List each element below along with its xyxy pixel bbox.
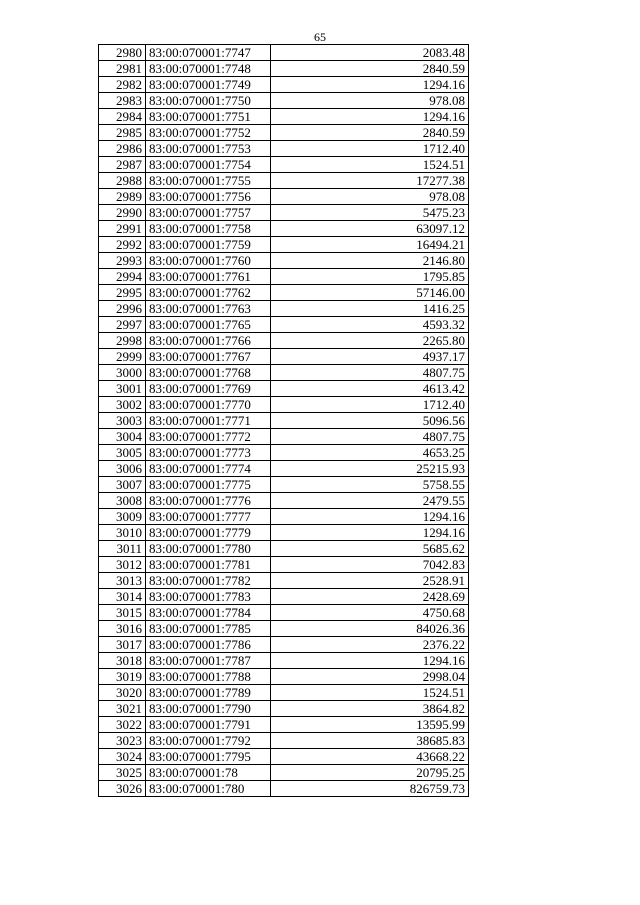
table-row <box>99 109 469 125</box>
cadastral-number-cell: 83:00:070001:7772 <box>146 429 271 445</box>
cadastral-number-cell: 83:00:070001:7783 <box>146 589 271 605</box>
value-cell: 57146.00 <box>271 285 469 301</box>
row-number-cell: 2985 <box>99 125 146 141</box>
table-row <box>99 301 469 317</box>
row-number-cell: 3016 <box>99 621 146 637</box>
cadastral-number-cell: 83:00:070001:7755 <box>146 173 271 189</box>
row-number-cell: 3005 <box>99 445 146 461</box>
value-cell: 2083.48 <box>271 45 469 61</box>
cadastral-number-cell: 83:00:070001:7747 <box>146 45 271 61</box>
row-number-cell: 2990 <box>99 205 146 221</box>
cadastral-value-table <box>98 44 469 797</box>
row-number-cell: 2989 <box>99 189 146 205</box>
cadastral-number-cell: 83:00:070001:7785 <box>146 621 271 637</box>
value-cell: 4807.75 <box>271 365 469 381</box>
row-number-cell: 3007 <box>99 477 146 493</box>
value-cell: 826759.73 <box>271 781 469 797</box>
row-number-cell: 3006 <box>99 461 146 477</box>
row-number-cell: 2999 <box>99 349 146 365</box>
cadastral-number-cell: 83:00:070001:7790 <box>146 701 271 717</box>
table-row <box>99 413 469 429</box>
cadastral-number-cell: 83:00:070001:7771 <box>146 413 271 429</box>
value-cell: 2376.22 <box>271 637 469 653</box>
row-number-cell: 3020 <box>99 685 146 701</box>
cadastral-number-cell: 83:00:070001:7767 <box>146 349 271 365</box>
cadastral-number-cell: 83:00:070001:7760 <box>146 253 271 269</box>
table-row <box>99 205 469 221</box>
cadastral-number-cell: 83:00:070001:780 <box>146 781 271 797</box>
row-number-cell: 3003 <box>99 413 146 429</box>
value-cell: 38685.83 <box>271 733 469 749</box>
table-row <box>99 557 469 573</box>
cadastral-number-cell: 83:00:070001:7779 <box>146 525 271 541</box>
value-cell: 17277.38 <box>271 173 469 189</box>
cadastral-number-cell: 83:00:070001:7780 <box>146 541 271 557</box>
row-number-cell: 3026 <box>99 781 146 797</box>
cadastral-number-cell: 83:00:070001:7791 <box>146 717 271 733</box>
table-row <box>99 637 469 653</box>
table-row <box>99 237 469 253</box>
cadastral-number-cell: 83:00:070001:7759 <box>146 237 271 253</box>
row-number-cell: 2986 <box>99 141 146 157</box>
table-row <box>99 317 469 333</box>
row-number-cell: 3010 <box>99 525 146 541</box>
value-cell: 5685.62 <box>271 541 469 557</box>
row-number-cell: 3001 <box>99 381 146 397</box>
table-row <box>99 93 469 109</box>
table-row <box>99 653 469 669</box>
cadastral-number-cell: 83:00:070001:7761 <box>146 269 271 285</box>
value-cell: 43668.22 <box>271 749 469 765</box>
cadastral-number-cell: 83:00:070001:7757 <box>146 205 271 221</box>
value-cell: 2840.59 <box>271 125 469 141</box>
table-row <box>99 781 469 797</box>
row-number-cell: 2983 <box>99 93 146 109</box>
row-number-cell: 2994 <box>99 269 146 285</box>
value-cell: 978.08 <box>271 189 469 205</box>
cadastral-number-cell: 83:00:070001:7789 <box>146 685 271 701</box>
cadastral-number-cell: 83:00:070001:7782 <box>146 573 271 589</box>
cadastral-number-cell: 83:00:070001:7777 <box>146 509 271 525</box>
cadastral-number-cell: 83:00:070001:7775 <box>146 477 271 493</box>
value-cell: 3864.82 <box>271 701 469 717</box>
row-number-cell: 2988 <box>99 173 146 189</box>
value-cell: 2998.04 <box>271 669 469 685</box>
value-cell: 16494.21 <box>271 237 469 253</box>
cadastral-number-cell: 83:00:070001:7756 <box>146 189 271 205</box>
value-cell: 5096.56 <box>271 413 469 429</box>
table-row <box>99 669 469 685</box>
table-row <box>99 349 469 365</box>
row-number-cell: 3021 <box>99 701 146 717</box>
row-number-cell: 3022 <box>99 717 146 733</box>
table-row <box>99 61 469 77</box>
value-cell: 5758.55 <box>271 477 469 493</box>
value-cell: 4750.68 <box>271 605 469 621</box>
table-row <box>99 749 469 765</box>
table-row <box>99 269 469 285</box>
row-number-cell: 3019 <box>99 669 146 685</box>
cadastral-number-cell: 83:00:070001:7784 <box>146 605 271 621</box>
value-cell: 4613.42 <box>271 381 469 397</box>
table-row <box>99 221 469 237</box>
value-cell: 1294.16 <box>271 653 469 669</box>
value-cell: 978.08 <box>271 93 469 109</box>
value-cell: 1294.16 <box>271 77 469 93</box>
row-number-cell: 3015 <box>99 605 146 621</box>
cadastral-number-cell: 83:00:070001:7768 <box>146 365 271 381</box>
table-row <box>99 525 469 541</box>
cadastral-number-cell: 83:00:070001:7752 <box>146 125 271 141</box>
cadastral-number-cell: 83:00:070001:7754 <box>146 157 271 173</box>
table-row <box>99 733 469 749</box>
table-row <box>99 477 469 493</box>
value-cell: 1795.85 <box>271 269 469 285</box>
table-row <box>99 45 469 61</box>
row-number-cell: 3024 <box>99 749 146 765</box>
value-cell: 1524.51 <box>271 157 469 173</box>
row-number-cell: 2982 <box>99 77 146 93</box>
row-number-cell: 3023 <box>99 733 146 749</box>
value-cell: 1416.25 <box>271 301 469 317</box>
value-cell: 63097.12 <box>271 221 469 237</box>
row-number-cell: 3017 <box>99 637 146 653</box>
cadastral-number-cell: 83:00:070001:7774 <box>146 461 271 477</box>
value-cell: 2146.80 <box>271 253 469 269</box>
row-number-cell: 3025 <box>99 765 146 781</box>
cadastral-number-cell: 83:00:070001:7781 <box>146 557 271 573</box>
value-cell: 5475.23 <box>271 205 469 221</box>
value-cell: 1294.16 <box>271 525 469 541</box>
table-row <box>99 605 469 621</box>
cadastral-number-cell: 83:00:070001:7776 <box>146 493 271 509</box>
value-cell: 1294.16 <box>271 509 469 525</box>
row-number-cell: 3000 <box>99 365 146 381</box>
table-row <box>99 589 469 605</box>
table-body <box>99 45 469 797</box>
table-row <box>99 253 469 269</box>
cadastral-number-cell: 83:00:070001:7750 <box>146 93 271 109</box>
cadastral-number-cell: 83:00:070001:7751 <box>146 109 271 125</box>
table-row <box>99 701 469 717</box>
row-number-cell: 3008 <box>99 493 146 509</box>
value-cell: 84026.36 <box>271 621 469 637</box>
cadastral-number-cell: 83:00:070001:7762 <box>146 285 271 301</box>
value-cell: 2528.91 <box>271 573 469 589</box>
table-row <box>99 141 469 157</box>
table-row <box>99 461 469 477</box>
cadastral-number-cell: 83:00:070001:7792 <box>146 733 271 749</box>
row-number-cell: 2995 <box>99 285 146 301</box>
table-row <box>99 381 469 397</box>
table-row <box>99 509 469 525</box>
cadastral-number-cell: 83:00:070001:78 <box>146 765 271 781</box>
value-cell: 1712.40 <box>271 141 469 157</box>
table-row <box>99 333 469 349</box>
cadastral-number-cell: 83:00:070001:7766 <box>146 333 271 349</box>
table-row <box>99 397 469 413</box>
cadastral-number-cell: 83:00:070001:7758 <box>146 221 271 237</box>
row-number-cell: 3013 <box>99 573 146 589</box>
row-number-cell: 2998 <box>99 333 146 349</box>
cadastral-number-cell: 83:00:070001:7773 <box>146 445 271 461</box>
row-number-cell: 3014 <box>99 589 146 605</box>
table-row <box>99 429 469 445</box>
row-number-cell: 2981 <box>99 61 146 77</box>
value-cell: 2265.80 <box>271 333 469 349</box>
value-cell: 1524.51 <box>271 685 469 701</box>
value-cell: 7042.83 <box>271 557 469 573</box>
row-number-cell: 3009 <box>99 509 146 525</box>
value-cell: 4937.17 <box>271 349 469 365</box>
table-row <box>99 685 469 701</box>
value-cell: 4807.75 <box>271 429 469 445</box>
table-row <box>99 125 469 141</box>
table-row <box>99 765 469 781</box>
value-cell: 4593.32 <box>271 317 469 333</box>
cadastral-number-cell: 83:00:070001:7769 <box>146 381 271 397</box>
value-cell: 1712.40 <box>271 397 469 413</box>
table-row <box>99 189 469 205</box>
cadastral-number-cell: 83:00:070001:7753 <box>146 141 271 157</box>
cadastral-number-cell: 83:00:070001:7749 <box>146 77 271 93</box>
value-cell: 2479.55 <box>271 493 469 509</box>
page-number: 65 <box>314 30 326 44</box>
cadastral-number-cell: 83:00:070001:7748 <box>146 61 271 77</box>
value-cell: 13595.99 <box>271 717 469 733</box>
table-row <box>99 621 469 637</box>
value-cell: 2428.69 <box>271 589 469 605</box>
row-number-cell: 3002 <box>99 397 146 413</box>
table-row <box>99 77 469 93</box>
cadastral-number-cell: 83:00:070001:7787 <box>146 653 271 669</box>
table-row <box>99 365 469 381</box>
table-row <box>99 717 469 733</box>
row-number-cell: 2996 <box>99 301 146 317</box>
row-number-cell: 2993 <box>99 253 146 269</box>
value-cell: 25215.93 <box>271 461 469 477</box>
cadastral-number-cell: 83:00:070001:7765 <box>146 317 271 333</box>
table-row <box>99 541 469 557</box>
table-row <box>99 493 469 509</box>
cadastral-number-cell: 83:00:070001:7770 <box>146 397 271 413</box>
cadastral-number-cell: 83:00:070001:7788 <box>146 669 271 685</box>
table-row <box>99 285 469 301</box>
row-number-cell: 3012 <box>99 557 146 573</box>
row-number-cell: 2984 <box>99 109 146 125</box>
row-number-cell: 2980 <box>99 45 146 61</box>
table-row <box>99 573 469 589</box>
row-number-cell: 2987 <box>99 157 146 173</box>
row-number-cell: 3011 <box>99 541 146 557</box>
row-number-cell: 2992 <box>99 237 146 253</box>
value-cell: 1294.16 <box>271 109 469 125</box>
table-row <box>99 173 469 189</box>
row-number-cell: 3004 <box>99 429 146 445</box>
table-row <box>99 157 469 173</box>
table-row <box>99 445 469 461</box>
row-number-cell: 3018 <box>99 653 146 669</box>
row-number-cell: 2991 <box>99 221 146 237</box>
row-number-cell: 2997 <box>99 317 146 333</box>
cadastral-number-cell: 83:00:070001:7786 <box>146 637 271 653</box>
value-cell: 4653.25 <box>271 445 469 461</box>
value-cell: 20795.25 <box>271 765 469 781</box>
value-cell: 2840.59 <box>271 61 469 77</box>
cadastral-number-cell: 83:00:070001:7795 <box>146 749 271 765</box>
cadastral-number-cell: 83:00:070001:7763 <box>146 301 271 317</box>
